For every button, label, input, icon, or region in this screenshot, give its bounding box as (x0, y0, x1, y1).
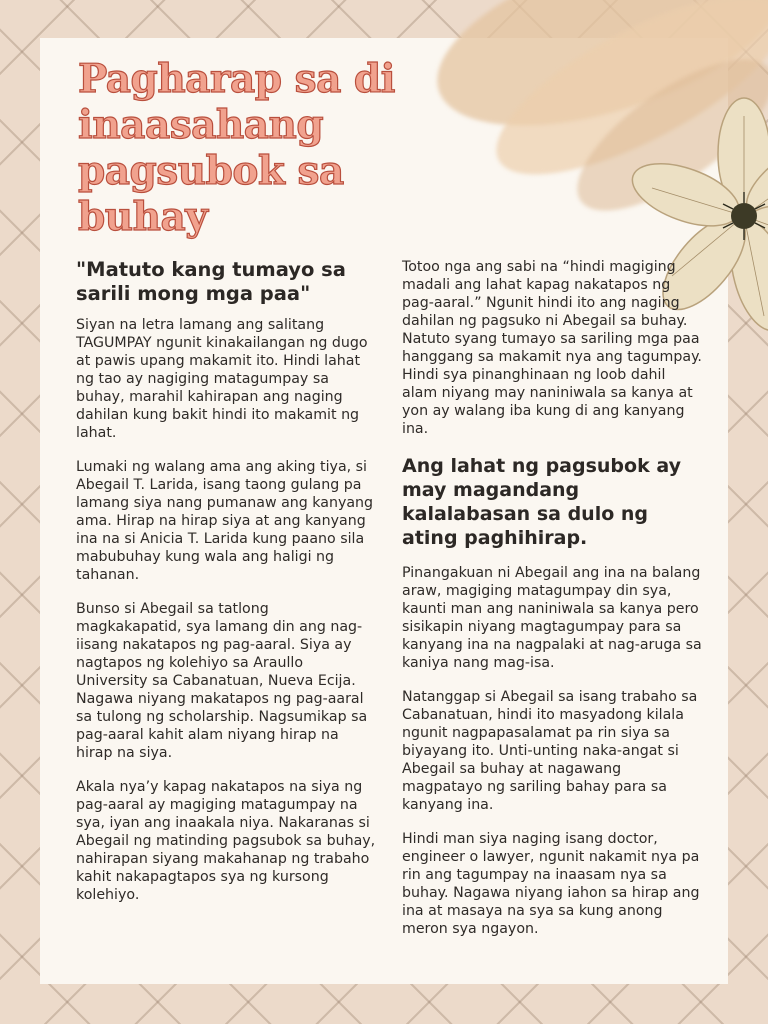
paragraph: Akala nya’y kapag nakatapos na siya ng pag-aaral ay magiging matagumpay na sya, iyan ang inaakala niya. Nakaranas si Abegail ng matinding pagsubok sa buhay, nahirapan siyang makahanap ng trabaho kahit nakapagtapos sya ng kursong kolehiyo. (76, 779, 376, 903)
paragraph: Pinangakuan ni Abegail ang ina na balang araw, magiging matagumpay din sya, kaunti man ang naniniwala sa kanya pero sisikapin niyang magtagumpay para sa kanyang ina na nagpalaki at nag-aruga sa kaniya nang mag-isa. (402, 565, 702, 671)
section-heading: Ang lahat ng pagsubok ay may magandang kalalabasan sa dulo ng ating paghihirap. (402, 455, 681, 549)
quote-heading: "Matuto kang tumayo sa sarili mong mga paa" (76, 258, 346, 305)
right-column (402, 258, 702, 954)
paragraph: Bunso si Abegail sa tatlong magkakapatid, sya lamang din ang nag-iisang nakatapos ng pag-aaral. Siya ay nagtapos ng kolehiyo sa Araullo University sa Cabanatuan, Nueva Ecija. Nagawa niyang makatapos ng pag-aaral sa tulong ng scholarship. Nagsumikap sa pag-aaral kahit alam niyang hirap na hirap na siya. (76, 601, 368, 761)
page-title: Pagharap sa di inaasahang pagsubok sa buhay (78, 56, 395, 240)
paragraph: Totoo nga ang sabi na “hindi magiging madali ang lahat kapag nakatapos ng pag-aaral.” Ngunit hindi ito ang naging dahilan ng pagsuko ni Abegail sa buhay. Natuto syang tumayo sa sariling mga paa hanggang sa makamit nya ang tagumpay. Hindi sya pinanghinaan ng loob dahil alam niyang may naniniwala sa kanya at yon ay walang iba kung di ang kanyang ina. (402, 259, 702, 437)
left-column (76, 258, 378, 920)
paragraph: Natanggap si Abegail sa isang trabaho sa Cabanatuan, hindi ito masyadong kilala ngunit nagpapasalamat pa rin siya sa biyayang ito. Unti-unting naka-angat si Abegail sa buhay at nagawang magpatayo ng sariling bahay para sa kanyang ina. (402, 689, 698, 813)
paragraph: Hindi man siya naging isang doctor, engineer o lawyer, ngunit nakamit nya pa rin ang tagumpay na inaasam nya sa buhay. Nagawa niyang iahon sa hirap ang ina at masaya na sya sa kung anong meron sya ngayon. (402, 831, 700, 937)
paragraph: Siyan na letra lamang ang salitang TAGUMPAY ngunit kinakailangan ng dugo at pawis upang makamit ito. Hindi lahat ng tao ay nagiging matagumpay sa buhay, marahil kahirapan ang naging dahilan kung bakit hindi ito makamit ng lahat. (76, 317, 368, 441)
paragraph: Lumaki ng walang ama ang aking tiya, si Abegail T. Larida, isang taong gulang pa lamang siya nang pumanaw ang kanyang ama. Hirap na hirap siya at ang kanyang ina na si Anicia T. Larida kung paano sila mabubuhay kung wala ang haligi ng tahanan. (76, 459, 374, 583)
